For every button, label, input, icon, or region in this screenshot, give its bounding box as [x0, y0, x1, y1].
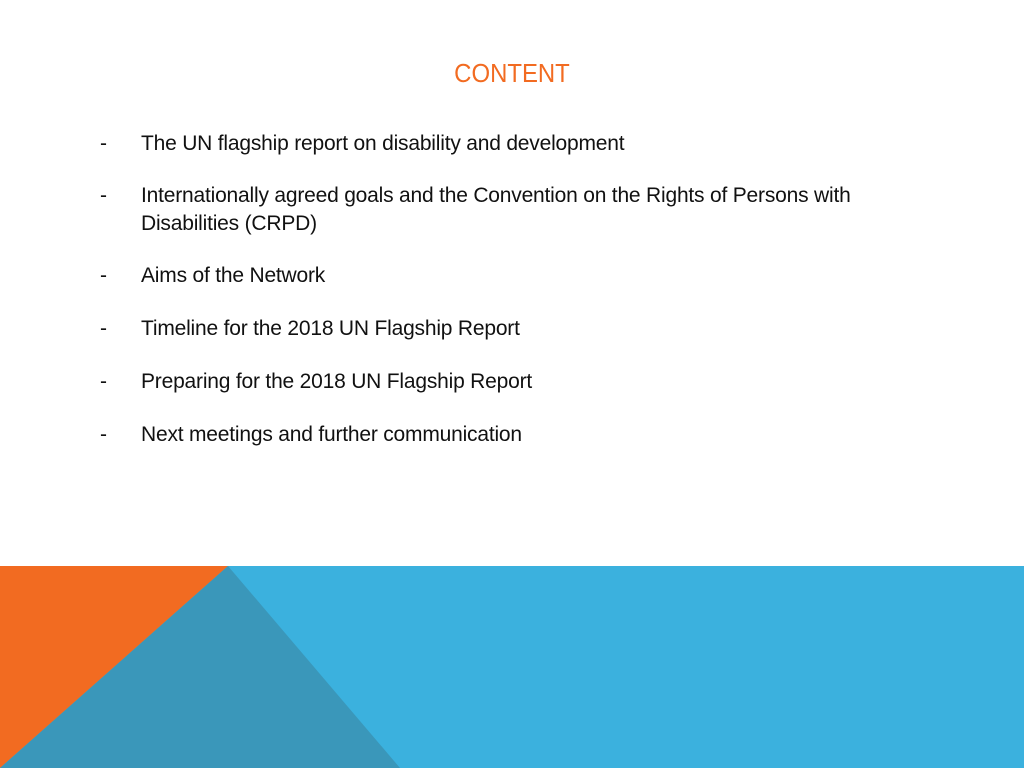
bullet-dash: - — [100, 264, 107, 287]
bullet-dash: - — [100, 132, 107, 155]
bullet-dash: - — [100, 317, 107, 340]
decorative-footer-band — [0, 566, 1024, 768]
bullet-text: The UN flagship report on disability and development — [141, 132, 625, 155]
bullet-text: Internationally agreed goals and the Convention on the Rights of Persons with Disabilities (CRPD) — [141, 184, 851, 235]
bullet-dash: - — [100, 423, 107, 446]
bullet-text: Next meetings and further communication — [141, 423, 522, 446]
slide-title: CONTENT — [454, 58, 570, 88]
bullet-dash: - — [100, 184, 107, 207]
bullet-text: Preparing for the 2018 UN Flagship Report — [141, 370, 533, 393]
bullet-dash: - — [100, 370, 107, 393]
bullet-text: Aims of the Network — [141, 264, 326, 287]
bullet-text: Timeline for the 2018 UN Flagship Report — [141, 317, 520, 340]
